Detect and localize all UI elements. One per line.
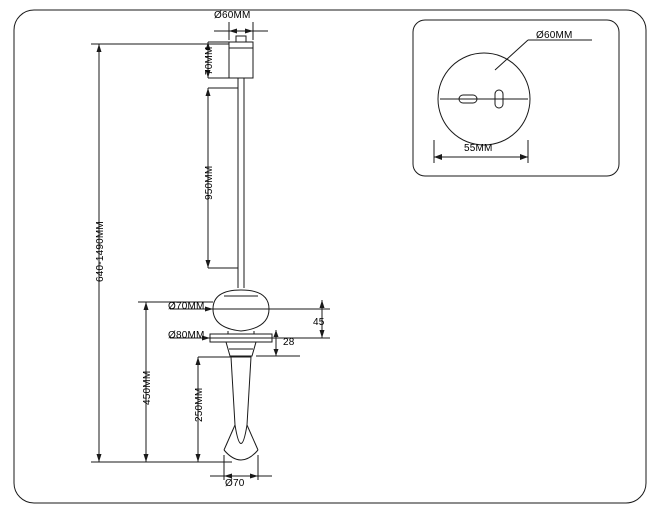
canopy-top-nub	[236, 36, 246, 42]
label-bottom-diameter: Ø70	[225, 478, 245, 489]
label-canopy-height: 70MM	[204, 46, 215, 75]
dim250-arrow-top	[196, 357, 201, 365]
dim950-arrow-top	[206, 88, 211, 96]
label-top-canopy-diameter: Ø60MM	[214, 10, 251, 21]
inset-width-arrow-right	[520, 154, 528, 160]
dim60-arrow-left	[229, 29, 237, 34]
inset-detail-frame	[413, 20, 619, 176]
dim250-arrow-bottom	[196, 454, 201, 462]
outer-frame	[14, 10, 646, 503]
label-rod-length: 950MM	[204, 165, 215, 200]
label-shade-height: 250MM	[194, 387, 205, 422]
dim-bottom-arrow-right	[250, 474, 258, 479]
label-shade-mid-diameter: Ø80MM	[168, 330, 205, 341]
dim-d70-arrow	[205, 307, 213, 312]
label-inset-diameter: Ø60MM	[536, 30, 573, 41]
label-detail-28: 28	[283, 337, 295, 348]
label-inset-width: 55MM	[464, 143, 493, 154]
glass-cone-shade	[231, 357, 251, 444]
dim-total-arrow-bottom	[97, 454, 102, 462]
label-detail-45: 45	[313, 317, 325, 328]
cone-flare-right	[247, 425, 258, 450]
dim28-arrow-bottom	[274, 349, 279, 356]
inset-width-arrow-left	[434, 154, 442, 160]
ceiling-canopy	[229, 42, 253, 78]
glass-cone-bottom	[224, 450, 258, 460]
cone-flare-left	[224, 425, 235, 450]
dim450-arrow-top	[144, 302, 149, 310]
dim45-arrow-bottom	[320, 330, 325, 338]
dim28-arrow-top	[274, 330, 279, 337]
label-body-height: 450MM	[142, 370, 153, 405]
label-total-range: 640-1490MM	[95, 221, 106, 282]
inset-diameter-leader	[495, 40, 528, 70]
dim45-arrow-top	[320, 300, 325, 308]
dim450-arrow-bottom	[144, 454, 149, 462]
label-shade-top-diameter: Ø70MM	[168, 301, 205, 312]
dim950-arrow-bottom	[206, 260, 211, 268]
dim60-arrow-right	[245, 29, 253, 34]
dim-total-arrow-top	[97, 44, 102, 52]
